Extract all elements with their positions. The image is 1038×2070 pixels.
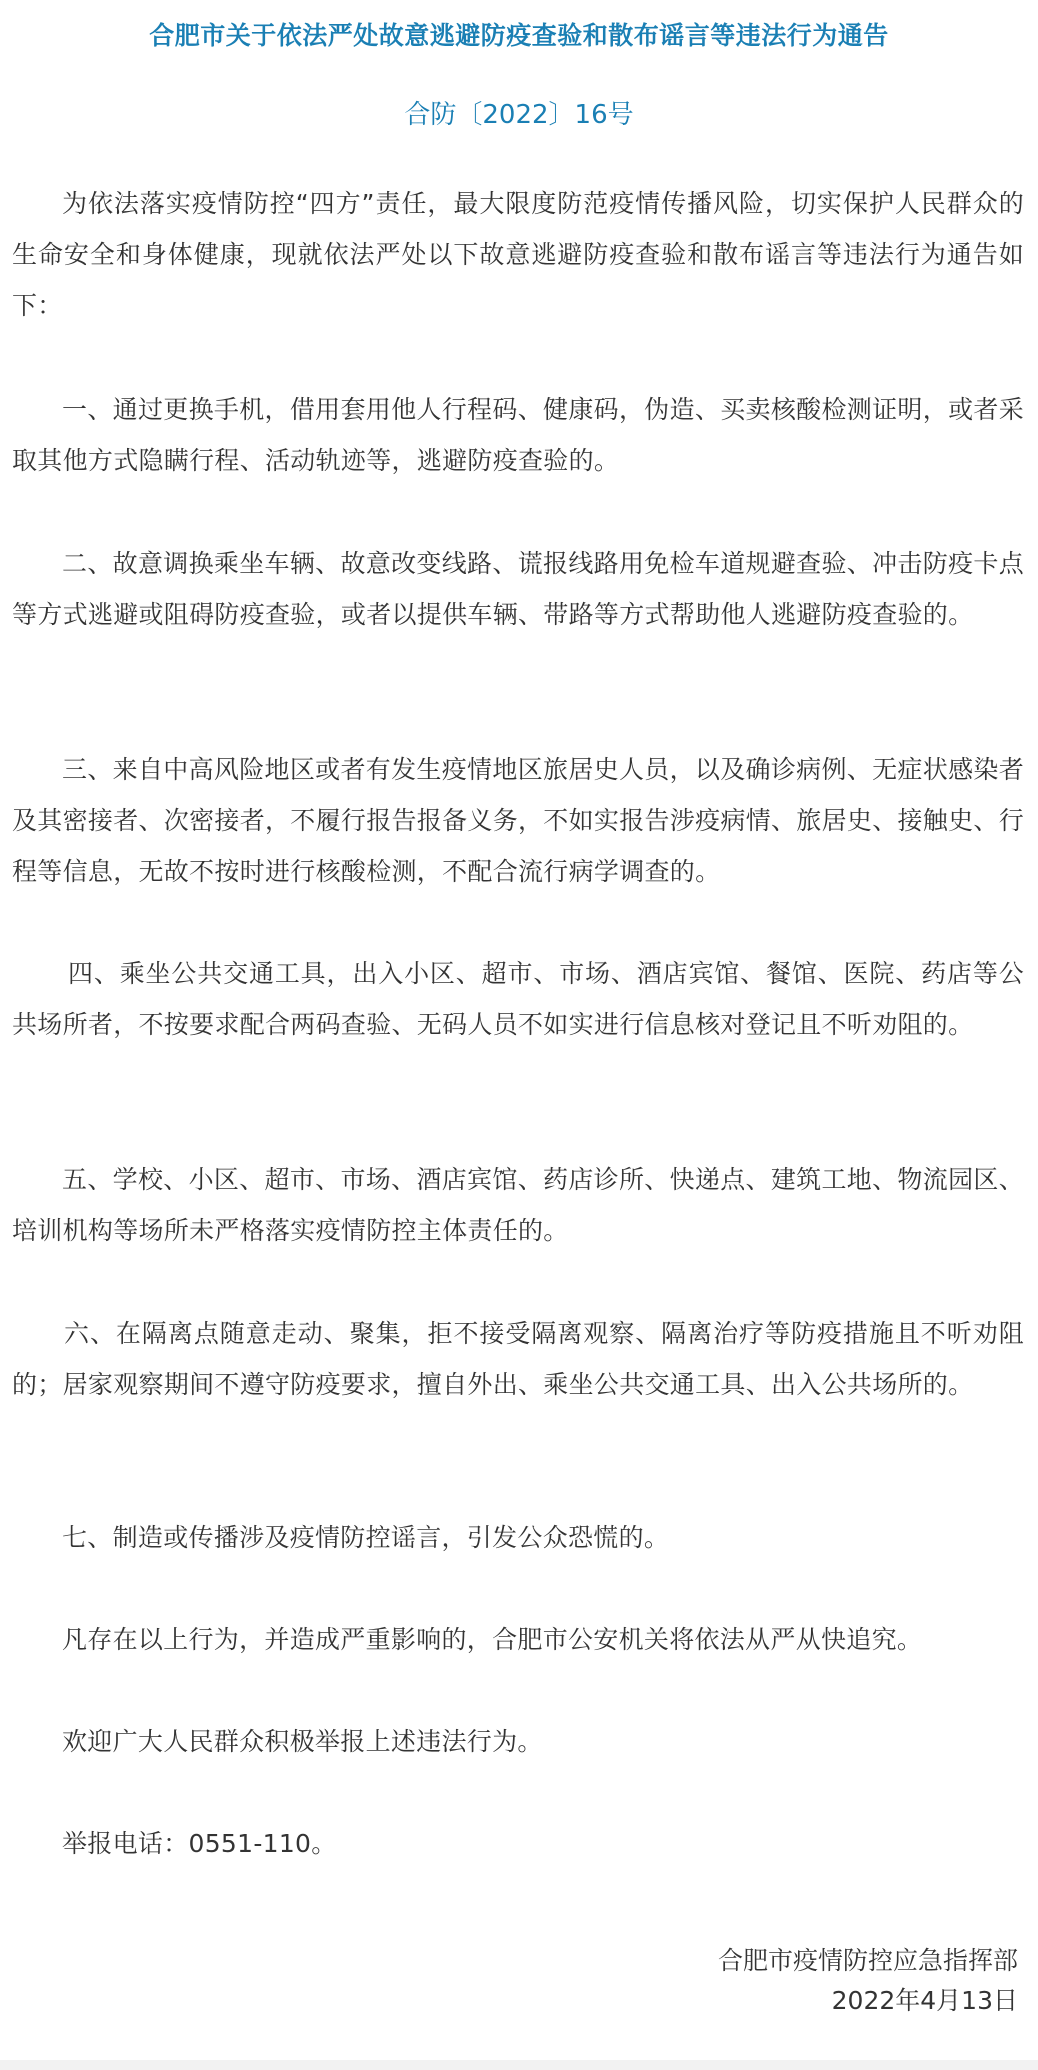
welcome-paragraph: 欢迎广大人民群众积极举报上述违法行为。: [62, 1727, 543, 1756]
item-7-paragraph: 七、制造或传播涉及疫情防控谣言，引发公众恐慌的。: [62, 1523, 670, 1552]
signature-org: 合肥市疫情防控应急指挥部: [717, 1946, 1018, 1975]
warning-paragraph: 凡存在以上行为，并造成严重影响的，合肥市公安机关将依法从严从快追究。: [62, 1625, 923, 1654]
signature-block: [718, 1941, 1018, 2021]
item-3-paragraph: 三、来自中高风险地区或者有发生疫情地区旅居史人员，以及确诊病例、无症状感染者及其密接者、次密接者，不履行报告报备义务，不如实报告涉疫病情、旅居史、接触史、行程等信息，无故不按时进行核酸检测，不配合流行病学调查的。: [12, 755, 1025, 886]
item-1-paragraph: 一、通过更换手机，借用套用他人行程码、健康码，伪造、买卖核酸检测证明，或者采取其他方式隐瞒行程、活动轨迹等，逃避防疫查验的。: [12, 395, 1024, 475]
document-title: 合肥市关于依法严处故意逃避防疫查验和散布谣言等违法行为通告: [149, 21, 889, 50]
item-5-paragraph: 五、学校、小区、超市、市场、酒店宾馆、药店诊所、快递点、建筑工地、物流园区、培训机构等场所未严格落实疫情防控主体责任的。: [12, 1165, 1024, 1245]
item-2-paragraph: 二、故意调换乘坐车辆、故意改变线路、谎报线路用免检车道规避查验、冲击防疫卡点等方式逃避或阻碍防疫查验，或者以提供车辆、带路等方式帮助他人逃避防疫查验的。: [12, 549, 1024, 629]
item-4-paragraph: 四、乘坐公共交通工具，出入小区、超市、市场、酒店宾馆、餐馆、医院、药店等公共场所者，不按要求配合两码查验、无码人员不如实进行信息核对登记且不听劝阻的。: [12, 959, 1024, 1039]
bottom-divider: [0, 2060, 1038, 2070]
signature-date: 2022年4月13日: [831, 1986, 1018, 2015]
item-6-paragraph: 六、在隔离点随意走动、聚集，拒不接受隔离观察、隔离治疗等防疫措施且不听劝阻的；居家观察期间不遵守防疫要求，擅自外出、乘坐公共交通工具、出入公共场所的。: [12, 1319, 1024, 1399]
intro-paragraph: 为依法落实疫情防控“四方”责任，最大限度防范疫情传播风险，切实保护人民群众的生命安全和身体健康，现就依法严处以下故意逃避防疫查验和散布谣言等违法行为通告如下：: [12, 189, 1024, 320]
hotline-paragraph: 举报电话：0551-110。: [62, 1829, 337, 1858]
document-number: 合防〔2022〕16号: [404, 100, 634, 130]
